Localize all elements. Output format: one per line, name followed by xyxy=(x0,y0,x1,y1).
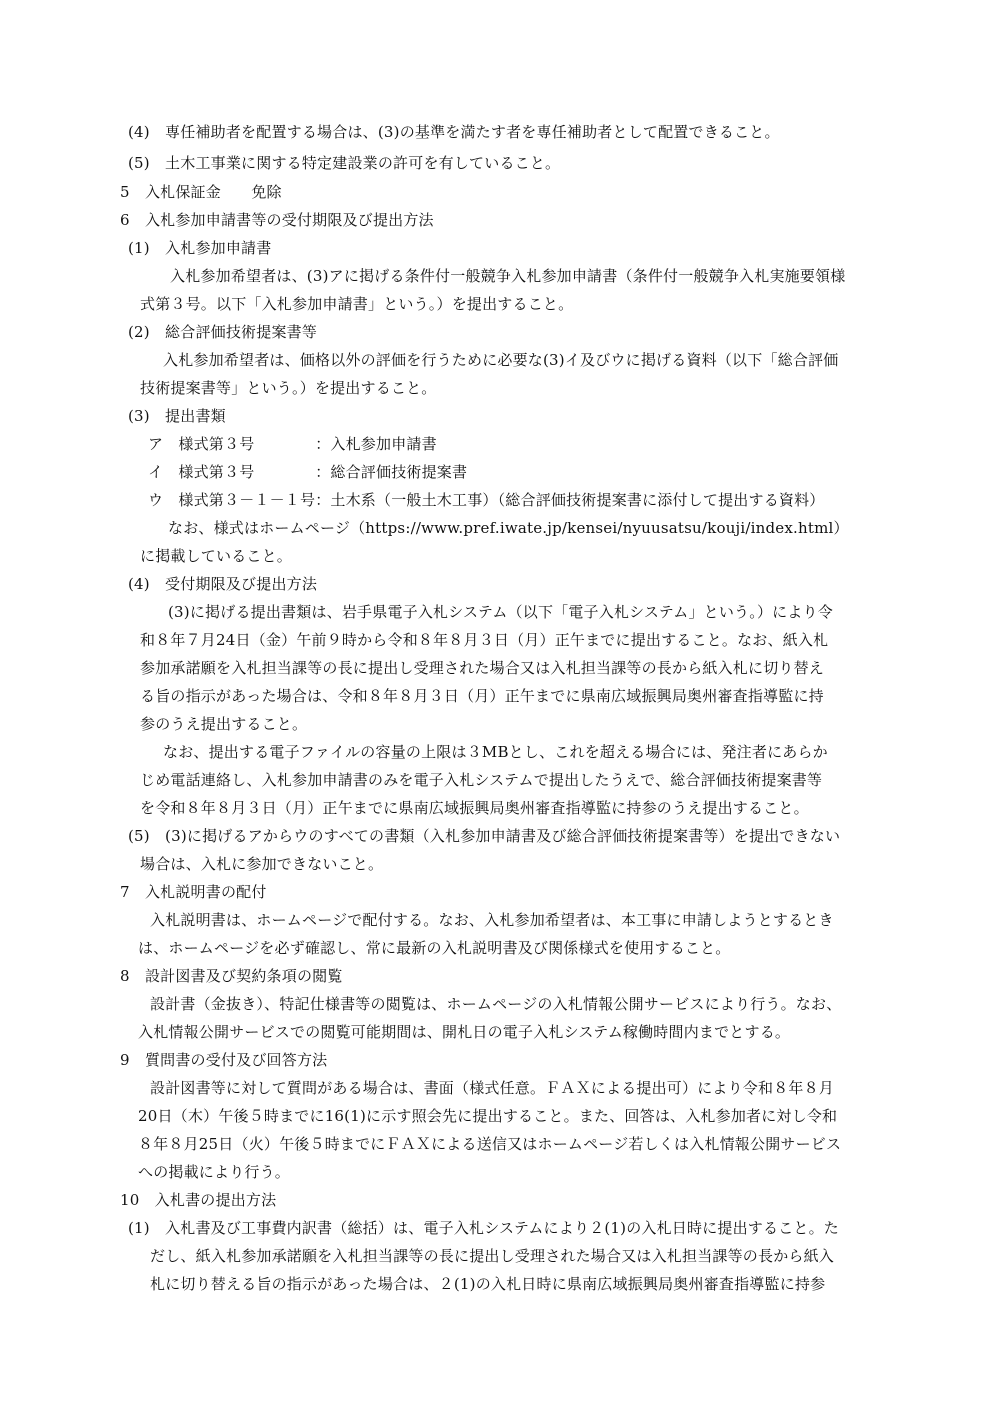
paragraph-line: 式第３号。以下「入札参加申請書」という。）を提出すること。 xyxy=(140,295,574,313)
paragraph-line: (3)に掲げる提出書類は、岩手県電子入札システム（以下「電子入札システム」という。）により令 xyxy=(168,603,833,621)
paragraph-line: だし、紙入札参加承諾願を入札担当課等の長に提出し受理された場合又は入札担当課等の長から紙入 xyxy=(150,1247,835,1265)
paragraph-line: への掲載により行う。 xyxy=(138,1163,291,1181)
subsection-6-3-heading: (3) 提出書類 xyxy=(128,407,226,425)
paragraph-line: 参のうえ提出すること。 xyxy=(140,715,308,733)
subsection-10-1-line: (1) 入札書及び工事費内訳書（総括）は、電子入札システムにより２(1)の入札日時に提出すること。た xyxy=(128,1219,839,1237)
paragraph-line: を令和８年８月３日（月）正午までに県南広域振興局奥州審査指導監に持参のうえ提出すること。 xyxy=(140,799,809,817)
subsection-6-5-line: (5) (3)に掲げるアからウのすべての書類（入札参加申請書及び総合評価技術提案書等）を提出できない xyxy=(128,827,841,845)
section-8-heading: 8 設計図書及び契約条項の閲覧 xyxy=(120,967,343,985)
item-5-line: (5) 土木工事業に関する特定建設業の許可を有していること。 xyxy=(128,154,561,172)
paragraph-line: に掲載していること。 xyxy=(140,547,293,565)
subsection-6-2-heading: (2) 総合評価技術提案書等 xyxy=(128,323,318,341)
paragraph-line: 20日（木）午後５時までに16(1)に示す照会先に提出すること。また、回答は、入札参加者に対し令和 xyxy=(138,1107,838,1125)
paragraph-line: 札に切り替える旨の指示があった場合は、２(1)の入札日時に県南広域振興局奥州審査指導監に持参 xyxy=(150,1275,826,1293)
paragraph-line: 和８年７月24日（金）午前９時から令和８年８月３日（月）正午までに提出すること。なお、紙入札 xyxy=(140,631,829,649)
form-list-item-u: ウ 様式第３－１－１号：土木系（一般土木工事）（総合評価技術提案書に添付して提出する資料） xyxy=(148,491,825,509)
subsection-6-4-heading: (4) 受付期限及び提出方法 xyxy=(128,575,318,593)
paragraph-line: 技術提案書等」という。）を提出すること。 xyxy=(140,379,437,397)
paragraph-line: る旨の指示があった場合は、令和８年８月３日（月）正午までに県南広域振興局奥州審査指導監に持 xyxy=(140,687,824,705)
section-9-heading: 9 質問書の受付及び回答方法 xyxy=(120,1051,328,1069)
paragraph-line: 設計書（金抜き）、特記仕様書等の閲覧は、ホームページの入札情報公開サービスにより行う。なお、 xyxy=(150,995,842,1013)
item-4-line: (4) 専任補助者を配置する場合は、(3)の基準を満たす者を専任補助者として配置できること。 xyxy=(128,123,780,141)
form-list-item-i: イ 様式第３号 ：総合評価技術提案書 xyxy=(148,463,468,481)
paragraph-line: 入札情報公開サービスでの閲覧可能期間は、開札日の電子入札システム稼働時間内までとする。 xyxy=(138,1023,791,1041)
paragraph-line: 入札説明書は、ホームページで配付する。なお、入札参加希望者は、本工事に申請しようとするとき xyxy=(150,911,834,929)
paragraph-line: 設計図書等に対して質問がある場合は、書面（様式任意。ＦＡＸによる提出可）により令和８年８月 xyxy=(150,1079,835,1097)
paragraph-line: じめ電話連絡し、入札参加申請書のみを電子入札システムで提出したうえで、総合評価技術提案書等 xyxy=(140,771,823,789)
paragraph-line: なお、様式はホームページ（https://www.pref.iwate.jp/kensei/nyuusatsu/kouji/index.html） xyxy=(168,519,849,537)
paragraph-line: 入札参加希望者は、(3)アに掲げる条件付一般競争入札参加申請書（条件付一般競争入札実施要領様 xyxy=(170,267,846,285)
form-list-item-a: ア 様式第３号 ：入札参加申請書 xyxy=(148,435,437,453)
paragraph-line: ８年８月25日（火）午後５時までにＦＡＸによる送信又はホームページ若しくは入札情報公開サービス xyxy=(138,1135,842,1153)
paragraph-line: 参加承諾願を入札担当課等の長に提出し受理された場合又は入札担当課等の長から紙入札に切り替え xyxy=(140,659,825,677)
paragraph-line: なお、提出する電子ファイルの容量の上限は３MBとし、これを超える場合には、発注者にあらか xyxy=(163,743,828,761)
section-10-heading: 10 入札書の提出方法 xyxy=(120,1191,277,1209)
section-5-heading: 5 入札保証金 免除 xyxy=(120,183,282,201)
paragraph-line: 場合は、入札に参加できないこと。 xyxy=(140,855,384,873)
subsection-6-1-heading: (1) 入札参加申請書 xyxy=(128,239,272,257)
paragraph-line: は、ホームページを必ず確認し、常に最新の入札説明書及び関係様式を使用すること。 xyxy=(138,939,731,957)
paragraph-line: 入札参加希望者は、価格以外の評価を行うために必要な(3)イ及びウに掲げる資料（以下「総合評価 xyxy=(163,351,839,369)
section-7-heading: 7 入札説明書の配付 xyxy=(120,883,267,901)
section-6-heading: 6 入札参加申請書等の受付期限及び提出方法 xyxy=(120,211,434,229)
